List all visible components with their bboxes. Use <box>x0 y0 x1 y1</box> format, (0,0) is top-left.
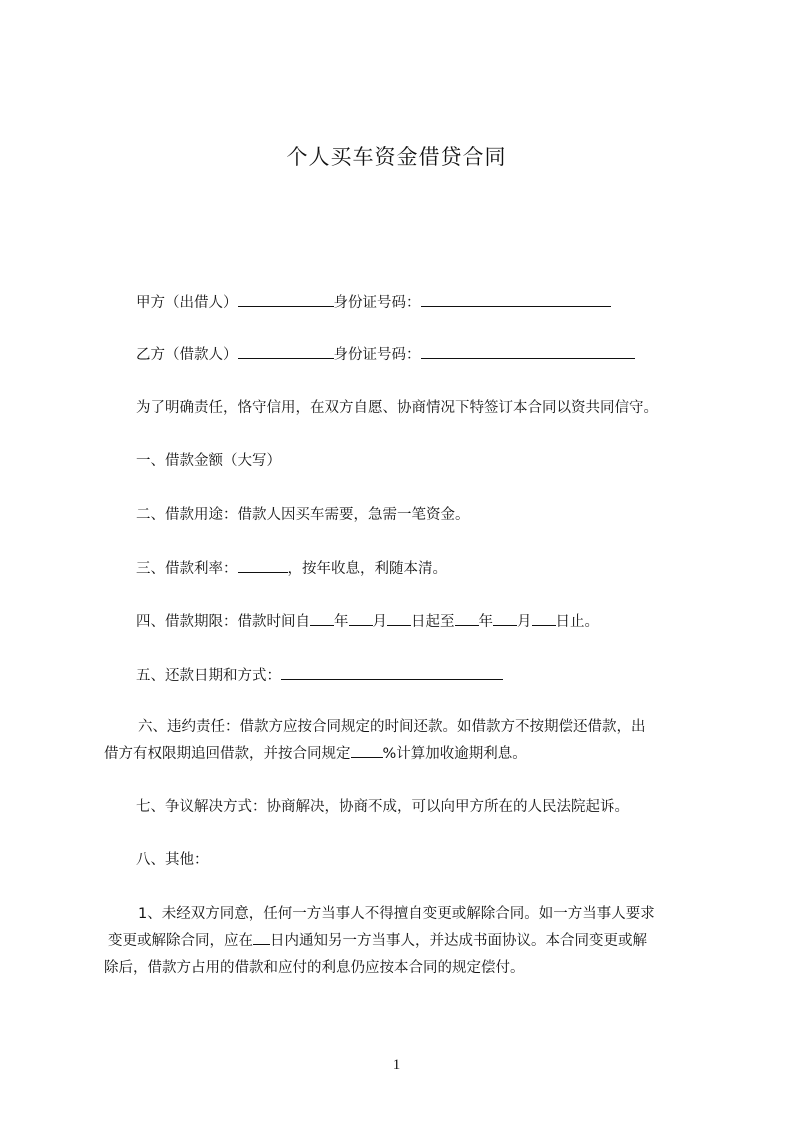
party-a-label: 甲方（出借人） <box>136 295 238 311</box>
start-month-blank <box>349 611 373 626</box>
clause-5-repayment: 五、还款日期和方式： <box>136 665 503 686</box>
start-year-blank <box>310 611 334 626</box>
start-day-blank <box>387 611 411 626</box>
party-b-id-blank <box>421 344 635 359</box>
interest-rate-blank <box>238 558 288 573</box>
clause-6-liability: 六、违约责任：借款方应按合同规定的时间还款。如借款方不按期偿还借款，出 借方有权限期追回借款，并按合同规定 %计算加收逾期利息。 <box>104 719 646 762</box>
party-a-name-blank <box>238 292 334 307</box>
party-b-name-blank <box>238 344 334 359</box>
end-month-blank <box>493 611 517 626</box>
clause-3-interest-rate: 三、借款利率： ，按年收息，利随本清。 <box>136 558 447 579</box>
party-b-id-label: 身份证号码： <box>333 347 421 363</box>
party-a-line <box>136 292 611 313</box>
party-a-id-blank <box>421 292 611 307</box>
notice-days-blank <box>253 930 270 945</box>
party-b-label: 乙方（借款人） <box>136 347 238 363</box>
party-a-id-label: 身份证号码： <box>333 295 421 311</box>
end-day-blank <box>532 611 556 626</box>
clause-2-loan-purpose: 二、借款用途：借款人因买车需要，急需一笔资金。 <box>136 507 470 523</box>
page-number: 1 <box>392 1057 401 1073</box>
document-title: 个人买车资金借贷合同 <box>286 145 507 169</box>
clause-4-loan-term: 四、借款期限：借款时间自 年 月 日起至 年 月 日止。 <box>136 611 599 632</box>
clause-8-1: 1、未经双方同意，任何一方当事人不得擅自变更或解除合同。如一方当事人要求 变更或解除合同，应在 日内通知另一方当事人，并达成书面协议。本合同变更或解 除后，借款方占用的借款和应付的利息仍应按本合同的规定偿付。 <box>104 906 655 976</box>
clause-7-dispute: 七、争议解决方式：协商解决，协商不成，可以向甲方所在的人民法院起诉。 <box>136 799 629 815</box>
clause-8-other: 八、其他： <box>136 852 209 868</box>
end-year-blank <box>455 611 479 626</box>
party-b-line <box>136 344 635 365</box>
repayment-blank <box>281 665 503 680</box>
clause-1-loan-amount: 一、借款金额（大写） <box>136 453 281 469</box>
overdue-rate-blank <box>351 743 383 758</box>
preamble: 为了明确责任，恪守信用，在双方自愿、协商情况下特签订本合同以资共同信守。 <box>136 400 658 416</box>
